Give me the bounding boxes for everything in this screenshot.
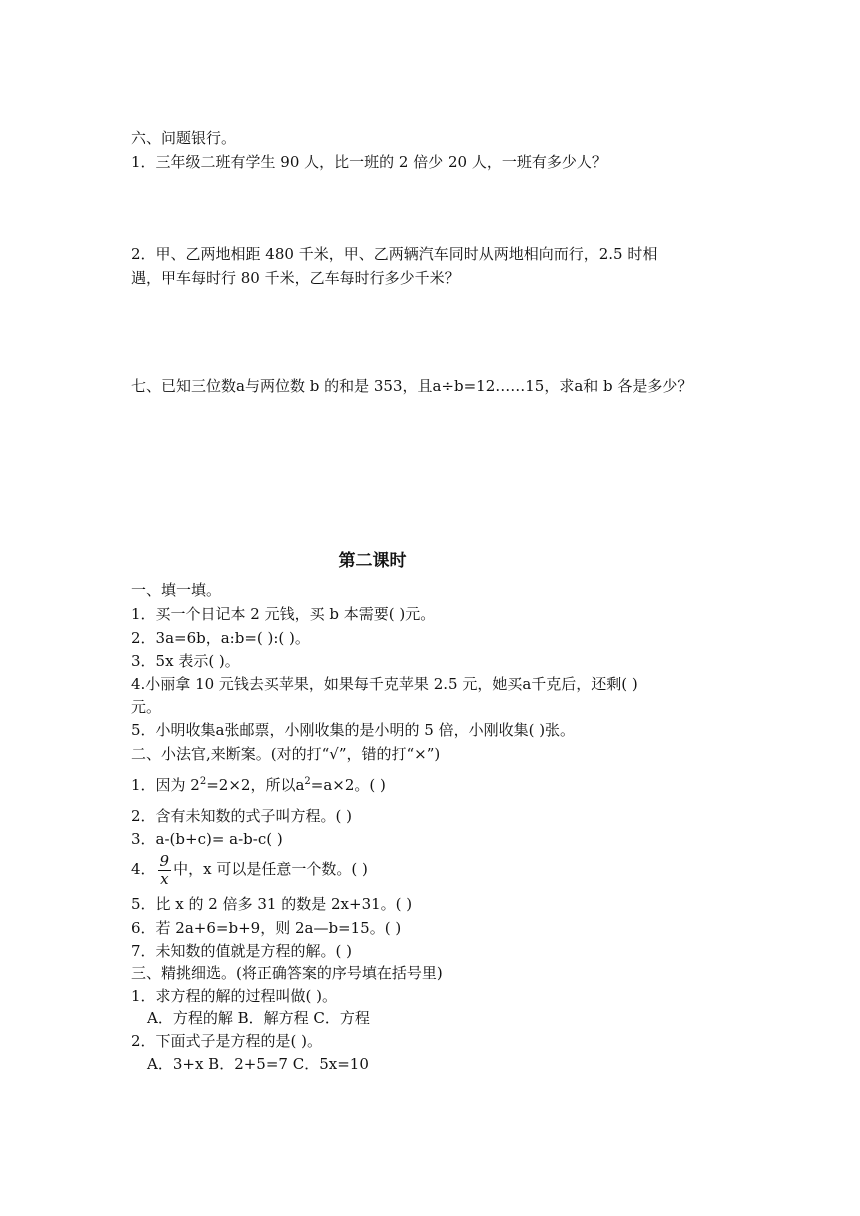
part1-item-2: 2．3a=6b，a:b=( ):( )。 xyxy=(131,629,310,647)
part2-item-6: 6．若 2a+6=b+9，则 2a—b=15。( ) xyxy=(131,919,402,937)
section6-question-2-line2: 遇，甲车每时行 80 千米，乙车每时行多少千米？ xyxy=(131,269,460,287)
section6-heading: 六、问题银行。 xyxy=(131,129,237,147)
part1-item-3: 3．5x 表示( )。 xyxy=(131,652,240,670)
lesson-title: 第二课时 xyxy=(338,551,407,571)
part2-item-7: 7．未知数的值就是方程的解。( ) xyxy=(131,942,353,960)
part3-question-1: 1．求方程的解的过程叫做( )。 xyxy=(131,987,338,1005)
part2-item-2: 2．含有未知数的式子叫方程。( ) xyxy=(131,807,353,825)
part1-item-5: 5．小明收集a张邮票，小刚收集的是小明的 5 倍，小刚收集( )张。 xyxy=(131,721,576,739)
part1-item-4-line1: 4.小丽拿 10 元钱去买苹果，如果每千克苹果 2.5 元，她买a千克后，还剩( ) xyxy=(131,675,638,693)
part3-question-2: 2．下面式子是方程的是( )。 xyxy=(131,1032,323,1050)
section6-question-2-line1: 2．甲、乙两地相距 480 千米，甲、乙两辆汽车同时从两地相向而行，2.5 时相 xyxy=(131,245,658,263)
part2-item-3: 3．a-(b+c)= a-b-c( ) xyxy=(131,830,283,848)
part3-question-2-options: A．3+x B．2+5=7 C．5x=10 xyxy=(147,1055,369,1073)
part2-heading: 二、小法官,来断案。(对的打“√”，错的打“×”) xyxy=(131,745,441,763)
section6-question-1: 1．三年级二班有学生 90 人，比一班的 2 倍少 20 人，一班有多少人？ xyxy=(131,153,607,171)
part3-heading: 三、精挑细选。(将正确答案的序号填在括号里) xyxy=(131,964,443,982)
part1-item-4-line2: 元。 xyxy=(131,698,162,716)
part2-item-5: 5．比 x 的 2 倍多 31 的数是 2x+31。( ) xyxy=(131,895,413,913)
part2-item-1: 1．因为 $2^2=2\times 2$，所以$a^2=a\times 2$。( ) xyxy=(131,776,386,794)
part3-question-1-options: A．方程的解 B．解方程 C．方程 xyxy=(147,1009,370,1027)
fraction-9-over-x: $\frac{9}{x}$ xyxy=(159,851,170,888)
part1-item-1: 1．买一个日记本 2 元钱，买 b 本需要( )元。 xyxy=(131,605,436,623)
section7-question: 七、已知三位数a与两位数 b 的和是 353，且a÷b=12……15，求a和 b 各是多少？ xyxy=(131,377,693,395)
part2-item-4: 4． $\frac{9}{x}$ 中，x 可以是任意一个数。( ) xyxy=(131,851,368,888)
part1-heading: 一、填一填。 xyxy=(131,581,222,599)
